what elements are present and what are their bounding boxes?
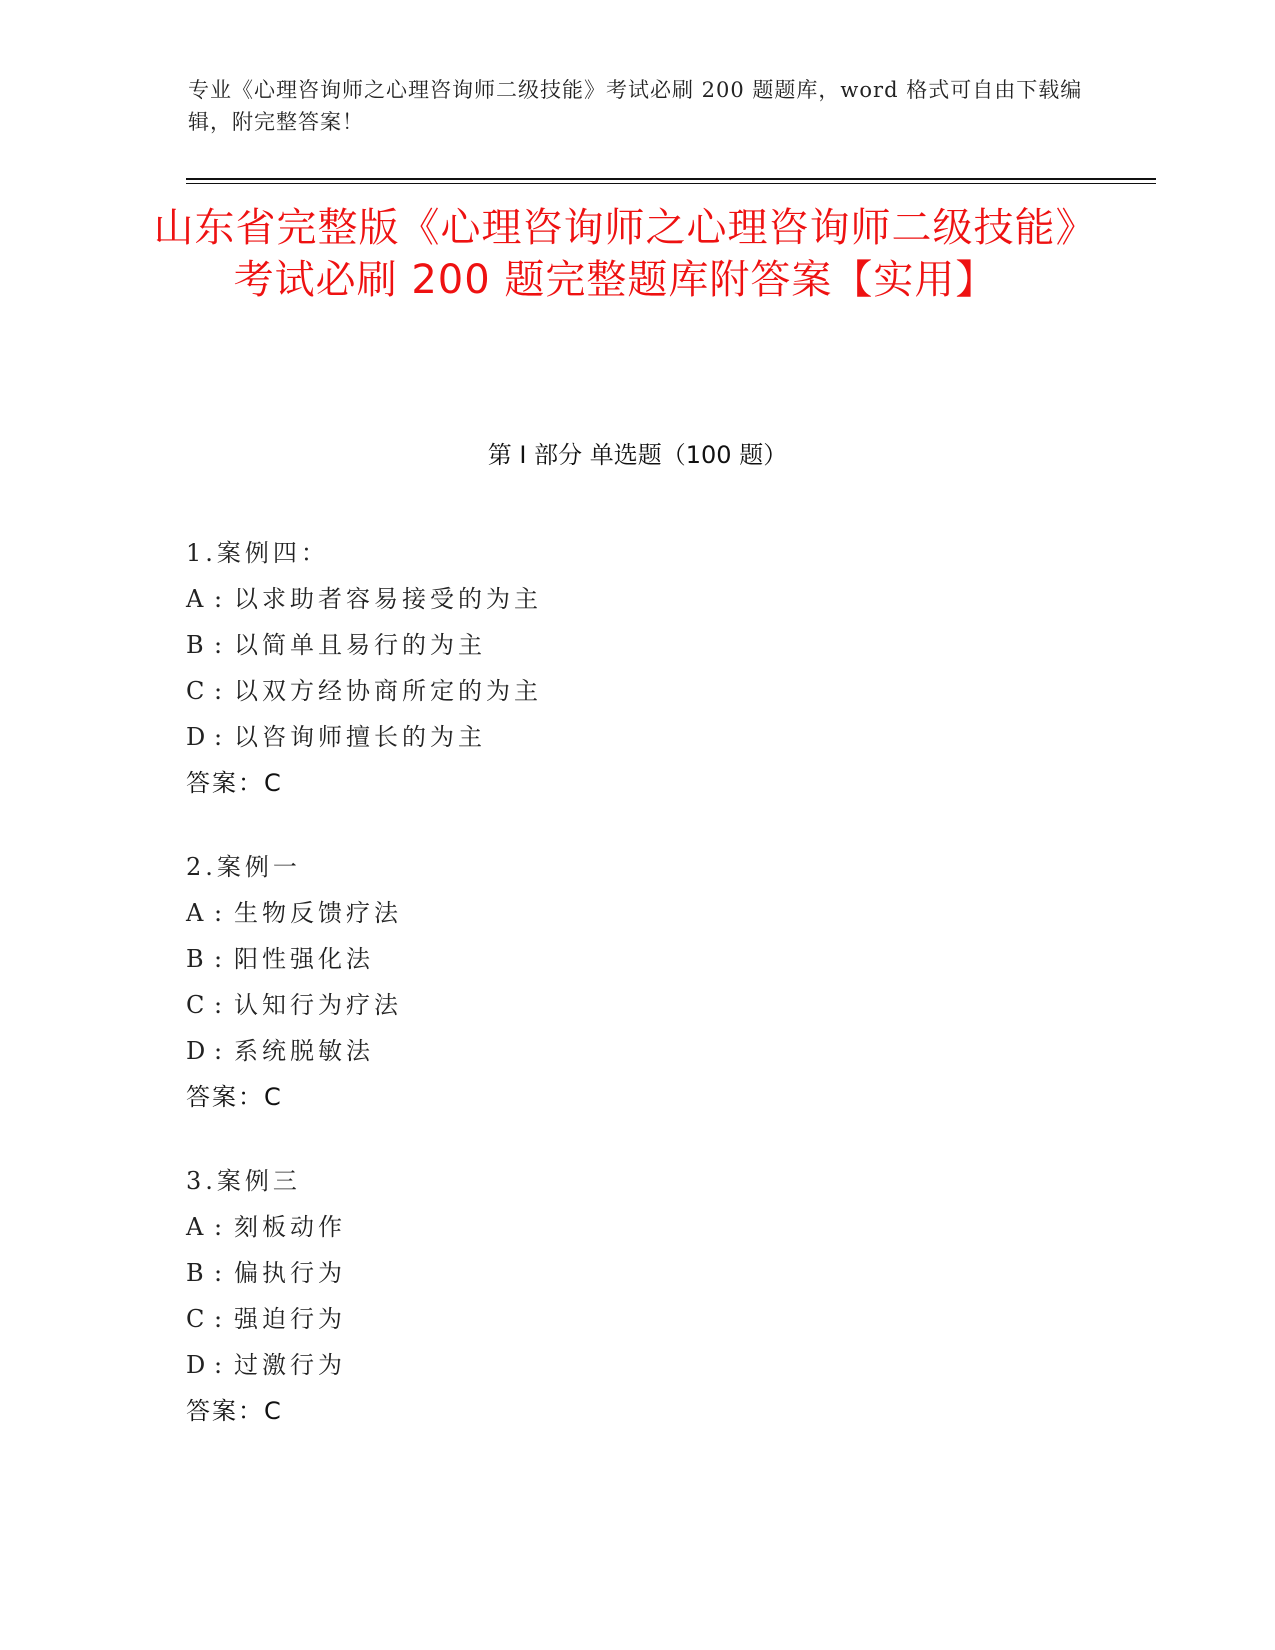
- option-separator: :: [214, 677, 227, 705]
- option-letter: D: [186, 1351, 206, 1379]
- question-1: [186, 530, 1086, 806]
- option-d: [186, 1342, 1086, 1388]
- option-c: [186, 668, 1086, 714]
- question-stem-text: 案例一: [216, 853, 301, 881]
- option-letter: D: [186, 1037, 206, 1065]
- answer-value: C: [264, 1083, 283, 1111]
- option-d: [186, 1028, 1086, 1074]
- option-text: 以求助者容易接受的为主: [234, 585, 542, 613]
- option-c: [186, 982, 1086, 1028]
- option-separator: :: [214, 1213, 227, 1241]
- option-letter: C: [186, 991, 205, 1019]
- option-a: [186, 890, 1086, 936]
- question-stem: [186, 530, 1086, 576]
- question-number: 3.: [186, 1167, 217, 1195]
- question-2: [186, 844, 1086, 1120]
- question-stem: [186, 844, 1086, 890]
- option-text: 以简单且易行的为主: [234, 631, 486, 659]
- answer-value: C: [264, 1397, 283, 1425]
- answer-label: 答案：: [186, 1083, 264, 1111]
- question-number: 2.: [186, 853, 217, 881]
- option-b: [186, 1250, 1086, 1296]
- option-letter: B: [186, 631, 204, 659]
- option-text: 阳性强化法: [234, 945, 374, 973]
- option-separator: :: [214, 723, 227, 751]
- option-separator: :: [214, 631, 227, 659]
- option-separator: :: [214, 1037, 227, 1065]
- option-letter: A: [186, 899, 204, 927]
- option-text: 过激行为: [234, 1351, 346, 1379]
- question-list: [186, 530, 1086, 1472]
- option-text: 系统脱敏法: [234, 1037, 374, 1065]
- option-a: [186, 1204, 1086, 1250]
- answer-line: [186, 1388, 1086, 1434]
- section-title: 第 I 部分 单选题（100 题）: [487, 441, 788, 469]
- option-separator: :: [214, 1259, 227, 1287]
- option-text: 认知行为疗法: [234, 991, 402, 1019]
- option-b: [186, 936, 1086, 982]
- header-rule-thin: [186, 183, 1156, 184]
- option-separator: :: [214, 991, 227, 1019]
- header-note: 专业《心理咨询师之心理咨询师二级技能》考试必刷 200 题题库，word 格式可自由下载编辑，附完整答案！: [188, 78, 1083, 134]
- option-text: 生物反馈疗法: [234, 899, 402, 927]
- option-a: [186, 576, 1086, 622]
- question-stem: [186, 1158, 1086, 1204]
- option-separator: :: [214, 585, 227, 613]
- option-letter: A: [186, 1213, 204, 1241]
- document-title: 山东省完整版《心理咨询师之心理咨询师二级技能》考试必刷 200 题完整题库附答案【实用】: [153, 205, 1077, 303]
- option-separator: :: [214, 899, 227, 927]
- answer-label: 答案：: [186, 1397, 264, 1425]
- option-letter: A: [186, 585, 204, 613]
- option-letter: C: [186, 1305, 205, 1333]
- option-separator: :: [214, 1305, 227, 1333]
- option-text: 强迫行为: [234, 1305, 346, 1333]
- option-separator: :: [214, 945, 227, 973]
- option-d: [186, 714, 1086, 760]
- question-stem-text: 案例三: [216, 1167, 301, 1195]
- question-number: 1.: [186, 539, 217, 567]
- option-text: 以双方经协商所定的为主: [234, 677, 542, 705]
- answer-value: C: [264, 769, 283, 797]
- answer-line: [186, 1074, 1086, 1120]
- option-letter: C: [186, 677, 205, 705]
- option-text: 偏执行为: [234, 1259, 346, 1287]
- option-b: [186, 622, 1086, 668]
- option-letter: D: [186, 723, 206, 751]
- question-stem-text: 案例四：: [216, 539, 329, 567]
- header-rule-thick: [186, 178, 1156, 180]
- option-text: 以咨询师擅长的为主: [234, 723, 486, 751]
- option-separator: :: [214, 1351, 227, 1379]
- answer-line: [186, 760, 1086, 806]
- option-letter: B: [186, 1259, 204, 1287]
- question-3: [186, 1158, 1086, 1434]
- answer-label: 答案：: [186, 769, 264, 797]
- option-text: 刻板动作: [234, 1213, 346, 1241]
- option-letter: B: [186, 945, 204, 973]
- option-c: [186, 1296, 1086, 1342]
